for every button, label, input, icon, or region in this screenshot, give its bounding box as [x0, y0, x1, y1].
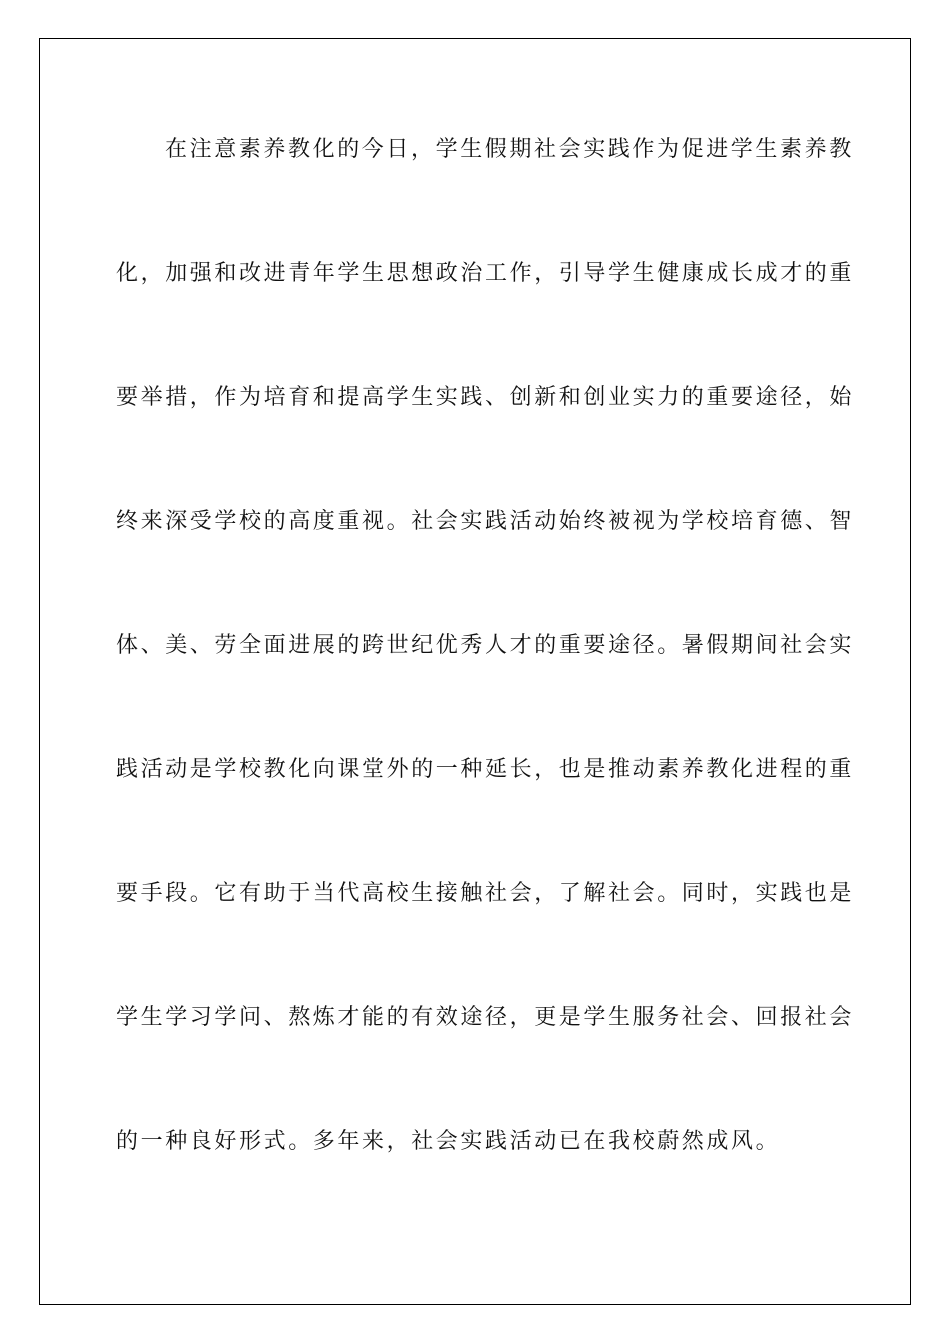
paragraph-line: 要手段。它有助于当代高校生接触社会，了解社会。同时，实践也是	[116, 881, 855, 906]
paragraph-line: 践活动是学校教化向课堂外的一种延长，也是推动素养教化进程的重	[116, 757, 855, 782]
paragraph-line: 的一种良好形式。多年来，社会实践活动已在我校蔚然成风。	[116, 1129, 781, 1154]
paragraph-line: 化，加强和改进青年学生思想政治工作，引导学生健康成长成才的重	[116, 261, 855, 286]
body-paragraph	[116, 125, 855, 1241]
paragraph-line: 学生学习学问、熬炼才能的有效途径，更是学生服务社会、回报社会	[116, 1005, 855, 1030]
paragraph-line: 体、美、劳全面进展的跨世纪优秀人才的重要途径。暑假期间社会实	[116, 633, 855, 658]
paragraph-line: 要举措，作为培育和提高学生实践、创新和创业实力的重要途径，始	[116, 385, 855, 410]
paragraph-line: 在注意素养教化的今日，学生假期社会实践作为促进学生素养教	[165, 137, 854, 162]
paragraph-line: 终来深受学校的高度重视。社会实践活动始终被视为学校培育德、智	[116, 509, 855, 534]
